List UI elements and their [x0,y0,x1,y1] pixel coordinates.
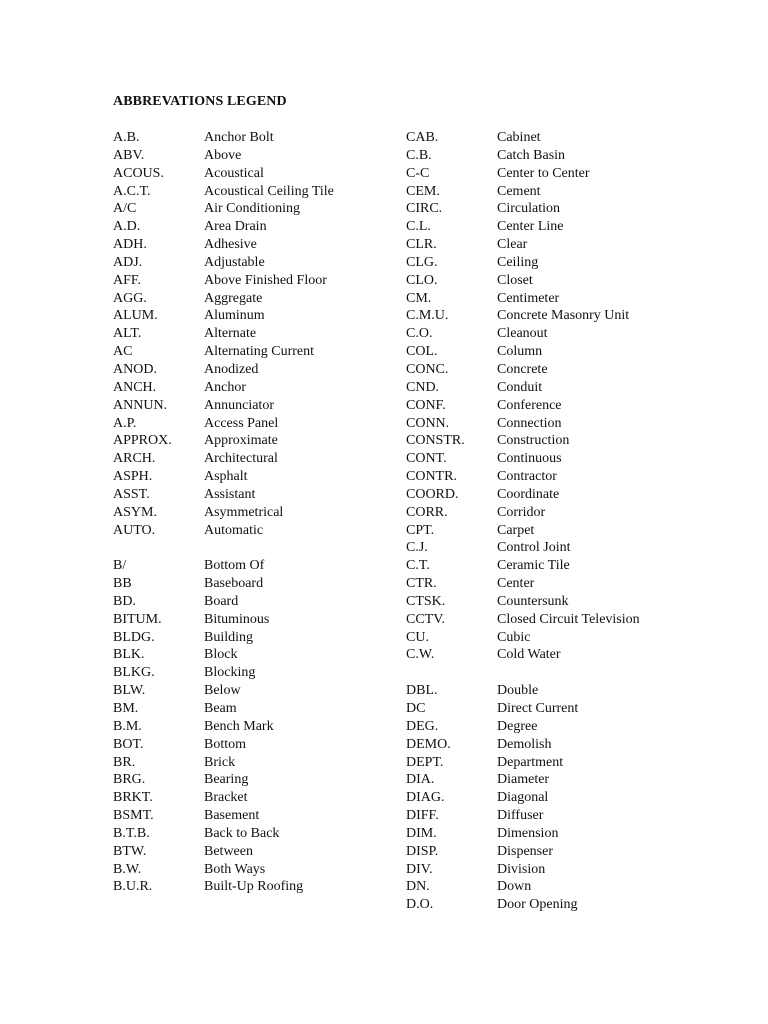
abbreviation: BM. [113,701,139,716]
legend-row [406,200,756,218]
abbreviation: CTR. [406,576,437,592]
definition: Approximate [204,433,278,449]
abbreviation: A.B. [113,130,140,145]
abbreviation: DIA. [406,772,435,788]
abbreviation: CPT. [406,522,435,538]
legend-row [406,539,756,557]
definition: Brick [204,754,236,770]
legend-row [406,825,756,843]
legend-row [113,504,403,522]
definition: Dispenser [497,843,553,859]
legend-row [113,325,403,343]
abbreviation: COL. [406,344,438,360]
definition: Ceramic Tile [497,558,570,574]
definition: Automatic [204,522,264,538]
legend-row [113,861,403,879]
definition: Acoustical [204,165,264,181]
definition: Aluminum [204,308,265,324]
abbreviation: C.O. [406,326,433,342]
definition: Division [497,861,546,877]
legend-row [113,878,403,896]
definition: Both Ways [204,861,266,877]
legend-row [113,165,403,183]
abbreviation: DC [406,701,426,716]
legend-row [113,218,403,236]
definition: Diameter [497,772,550,788]
abbreviation: CLO. [406,272,438,288]
definition: Bench Mark [204,718,274,734]
legend-row [406,557,756,575]
legend-row [406,789,756,807]
definition: Cement [497,183,541,199]
definition: Catch Basin [497,147,566,163]
abbreviation: CONT. [406,451,447,467]
definition: Bituminous [204,611,270,627]
legend-row [113,307,403,325]
definition: Aggregate [204,290,263,306]
abbreviation: CND. [406,379,440,395]
legend-row [113,843,403,861]
legend-row [406,771,756,789]
legend-row [406,397,756,415]
legend-row [113,343,403,361]
legend-row [113,450,403,468]
abbreviation: C.M.U. [406,308,449,324]
legend-row [406,290,756,308]
abbreviation: COORD. [406,486,459,502]
legend-row [113,432,403,450]
definition: Asymmetrical [204,504,284,520]
legend-row [113,236,403,254]
abbreviation: DEMO. [406,736,451,752]
definition: Alternating Current [204,344,315,360]
definition: Below [204,683,241,699]
legend-row [113,361,403,379]
definition: Bottom Of [204,558,265,574]
abbreviation: A.D. [113,219,141,235]
definition: Corridor [497,504,546,520]
definition: Conduit [497,379,543,395]
legend-row [406,682,756,700]
definition: Annunciator [204,397,274,413]
definition: Contractor [497,469,557,485]
definition: Board [204,593,239,609]
abbreviation: ALUM. [113,308,158,324]
definition: Architectural [204,451,278,467]
legend-row [113,611,403,629]
definition: Beam [204,701,237,716]
definition: Clear [497,237,528,253]
definition: Countersunk [497,593,569,609]
abbreviation: CEM. [406,183,440,199]
abbreviation: CONN. [406,415,450,431]
definition: Adjustable [204,254,265,270]
legend-row [406,415,756,433]
abbreviation: B/ [113,558,127,574]
abbreviation: CAB. [406,130,439,145]
legend-row [113,807,403,825]
legend-row [113,522,403,540]
legend-row [406,504,756,522]
abbreviation: CM. [406,290,432,306]
legend-row [113,147,403,165]
page-title: ABBREVATIONS LEGEND [113,94,287,109]
legend-row [406,129,756,147]
definition: Center to Center [497,165,590,181]
abbreviation: CCTV. [406,611,446,627]
abbreviation: CLG. [406,254,438,270]
abbreviation: C-C [406,165,430,181]
definition: Built-Up Roofing [204,879,304,895]
definition: Closed Circuit Television [497,611,640,627]
definition: Demolish [497,736,552,752]
abbreviation: B.T.B. [113,825,150,841]
legend-row [406,843,756,861]
abbreviation: DEPT. [406,754,444,770]
legend-row [113,771,403,789]
definition: Direct Current [497,701,579,716]
definition: Connection [497,415,562,431]
definition: Back to Back [204,825,280,841]
abbreviation: CONSTR. [406,433,465,449]
legend-row [406,861,756,879]
abbreviation: APPROX. [113,433,172,449]
legend-row [406,183,756,201]
abbreviation: A.P. [113,415,137,431]
definition: Block [204,647,238,663]
abbreviation: CU. [406,629,429,645]
definition: Anchor Bolt [204,130,274,145]
abbreviation: A.C.T. [113,183,151,199]
legend-row [406,700,756,718]
definition: Cold Water [497,647,561,663]
legend-row [406,468,756,486]
legend-row [113,718,403,736]
abbreviation: ANNUN. [113,397,168,413]
abbreviation: C.B. [406,147,432,163]
legend-row [406,254,756,272]
legend-row [406,432,756,450]
legend-row [113,700,403,718]
definition: Ceiling [497,254,539,270]
definition: Above Finished Floor [204,272,327,288]
abbreviation: DIAG. [406,790,445,806]
abbreviation: B.M. [113,718,142,734]
legend-row [113,486,403,504]
abbreviation: ARCH. [113,451,156,467]
legend-row [113,397,403,415]
abbreviation: C.T. [406,558,430,574]
definition: Center [497,576,535,592]
definition: Bearing [204,772,249,788]
definition: Between [204,843,253,859]
abbreviation: ANCH. [113,379,157,395]
abbreviation: BSMT. [113,808,154,824]
definition: Cubic [497,629,531,645]
abbreviation: AFF. [113,272,142,288]
definition: Continuous [497,451,562,467]
abbreviation: CTSK. [406,593,446,609]
abbreviation: B.W. [113,861,142,877]
abbreviation: ABV. [113,147,145,163]
definition: Control Joint [497,540,571,556]
abbreviation: BITUM. [113,611,162,627]
legend-row [113,664,403,682]
legend-row [113,129,403,147]
definition: Air Conditioning [204,201,301,217]
abbreviation: D.O. [406,897,434,913]
definition: Circulation [497,201,560,217]
abbreviation: C.L. [406,219,431,235]
legend-row [406,147,756,165]
abbreviation: ADH. [113,237,147,253]
abbreviation: C.W. [406,647,435,663]
definition: Building [204,629,254,645]
abbreviation: CONC. [406,361,449,377]
abbreviation: DIM. [406,825,437,841]
definition: Carpet [497,522,535,538]
legend-row [406,450,756,468]
legend-row [406,611,756,629]
definition: Anchor [204,379,246,395]
abbreviation: BB [113,576,132,592]
legend-row [113,468,403,486]
legend-row [113,754,403,772]
legend-row [113,272,403,290]
definition: Diffuser [497,808,544,824]
legend-row [406,218,756,236]
abbreviation: BOT. [113,736,144,752]
abbreviation: DIV. [406,861,433,877]
definition: Concrete Masonry Unit [497,308,630,324]
definition: Construction [497,433,570,449]
definition: Degree [497,718,538,734]
abbreviation: DIFF. [406,808,439,824]
legend-row [406,878,756,896]
legend-row [113,593,403,611]
definition: Department [497,754,564,770]
legend-row [113,539,403,557]
legend-row [406,754,756,772]
definition: Basement [204,808,260,824]
definition: Conference [497,397,562,413]
legend-row [406,325,756,343]
legend-row [406,522,756,540]
definition: Asphalt [204,469,248,485]
definition: Above [204,147,242,163]
abbreviation: AC [113,344,133,360]
legend-row [406,736,756,754]
definition: Bracket [204,790,248,806]
definition: Blocking [204,665,256,681]
definition: Center Line [497,219,564,235]
definition: Column [497,344,543,360]
legend-row [406,236,756,254]
definition: Area Drain [204,219,267,235]
definition: Dimension [497,825,559,841]
abbreviation: ASYM. [113,504,157,520]
abbreviation: DEG. [406,718,439,734]
legend-row [113,682,403,700]
legend-column-left [113,129,403,896]
definition: Concrete [497,361,548,377]
abbreviation: BTW. [113,843,147,859]
definition: Centimeter [497,290,560,306]
legend-row [113,736,403,754]
abbreviation: DISP. [406,843,439,859]
legend-row [113,557,403,575]
abbreviation: ACOUS. [113,165,164,181]
abbreviation: BLKG. [113,665,155,681]
abbreviation: BLW. [113,683,146,699]
legend-row [406,896,756,914]
abbreviation: C.J. [406,540,428,556]
definition: Cabinet [497,130,541,145]
abbreviation: CONTR. [406,469,457,485]
legend-row [113,254,403,272]
abbreviation: BRG. [113,772,146,788]
legend-row [406,646,756,664]
legend-column-right [406,129,756,914]
abbreviation: DN. [406,879,430,895]
legend-row [406,629,756,647]
legend-row [113,789,403,807]
legend-row [113,575,403,593]
abbreviation: BLK. [113,647,145,663]
legend-row [113,379,403,397]
legend-row [406,486,756,504]
legend-row [406,272,756,290]
abbreviation: AGG. [113,290,147,306]
legend-row [406,361,756,379]
definition: Coordinate [497,486,560,502]
abbreviation: ASPH. [113,469,153,485]
abbreviation: BLDG. [113,629,155,645]
definition: Adhesive [204,237,257,253]
definition: Bottom [204,736,247,752]
legend-row [406,343,756,361]
definition: Double [497,683,539,699]
legend-row [406,807,756,825]
abbreviation: BRKT. [113,790,153,806]
abbreviation: CIRC. [406,201,443,217]
legend-row [406,307,756,325]
abbreviation: ASST. [113,486,150,502]
definition: Down [497,879,532,895]
definition: Acoustical Ceiling Tile [204,183,334,199]
definition: Assistant [204,486,256,502]
abbreviation: AUTO. [113,522,156,538]
abbreviation: ANOD. [113,361,157,377]
abbreviation: ADJ. [113,254,143,270]
abbreviation: CONF. [406,397,446,413]
abbreviation: A/C [113,201,137,217]
legend-row [406,575,756,593]
definition: Cleanout [497,326,548,342]
legend-row [406,664,756,682]
definition: Access Panel [204,415,279,431]
legend-row [406,593,756,611]
definition: Door Opening [497,897,578,913]
legend-row [113,825,403,843]
legend-row [406,718,756,736]
legend-row [113,646,403,664]
abbreviation: BD. [113,593,136,609]
abbreviation: ALT. [113,326,142,342]
legend-row [113,290,403,308]
abbreviation: DBL. [406,683,438,699]
legend-row [113,183,403,201]
definition: Diagonal [497,790,549,806]
definition: Closet [497,272,533,288]
legend-row [113,629,403,647]
legend-row [113,200,403,218]
abbreviation: B.U.R. [113,879,153,895]
legend-row [406,165,756,183]
legend-row [113,415,403,433]
abbreviation: BR. [113,754,136,770]
abbreviation: CORR. [406,504,448,520]
abbreviation: CLR. [406,237,437,253]
definition: Alternate [204,326,257,342]
definition: Anodized [204,361,259,377]
legend-row [406,379,756,397]
definition: Baseboard [204,576,264,592]
